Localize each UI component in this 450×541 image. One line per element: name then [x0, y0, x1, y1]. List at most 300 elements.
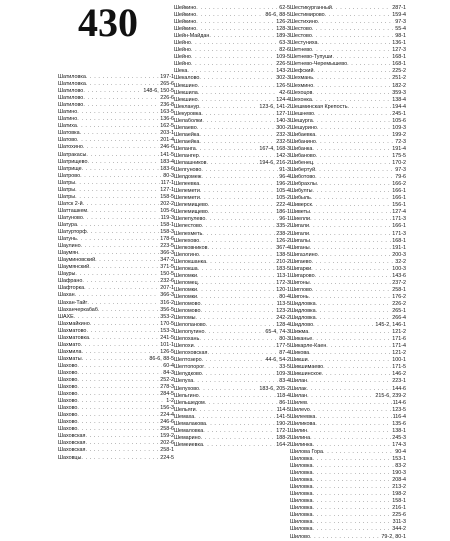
index-entry [58, 180, 174, 187]
entry-reference: 170-2 [392, 160, 406, 167]
entry-name: Шелоховская [174, 350, 208, 357]
entry-reference: 121-2 [392, 329, 406, 336]
index-entry [58, 307, 174, 314]
index-entry [58, 152, 174, 159]
entry-name: Шейно [174, 47, 191, 54]
index-entry [290, 231, 406, 238]
index-entry [58, 384, 174, 391]
entry-reference: 242-2 [276, 315, 290, 322]
entry-name: Шиветы [290, 209, 310, 216]
entry-name: Шестово [290, 26, 312, 33]
dot-leader [307, 428, 391, 435]
entry-name: Шиловка [290, 463, 313, 470]
entry-reference: 86-1 [279, 399, 290, 406]
entry-reference: 258-1 [160, 447, 174, 454]
dot-leader [83, 215, 160, 222]
entry-name: Шигали [290, 230, 309, 237]
index-entry [290, 491, 406, 498]
index-entry [174, 209, 290, 216]
entry-reference: 189-3 [276, 33, 290, 40]
entry-reference: 55-4 [395, 26, 406, 33]
index-entry [58, 447, 174, 454]
entry-name: Шеломово [174, 300, 201, 307]
dot-leader [81, 243, 160, 250]
entry-name: Шилак [290, 385, 307, 392]
entry-name: Шахово [58, 405, 78, 412]
entry-reference: 33-5 [279, 364, 290, 371]
dot-leader [316, 139, 394, 146]
index-entry [58, 208, 174, 215]
entry-reference: 168-1 [392, 237, 406, 244]
entry-reference: 258-1 [392, 286, 406, 293]
dot-leader [199, 132, 275, 139]
entry-name: Шельшедом [174, 399, 205, 406]
entry-name: Шелемети [174, 195, 200, 202]
dot-leader [313, 477, 392, 484]
index-entry [290, 336, 406, 343]
dot-leader [85, 447, 159, 454]
entry-reference: 96-1 [279, 216, 290, 223]
dot-leader [77, 419, 159, 426]
dot-leader [310, 245, 392, 252]
index-entry [290, 223, 406, 230]
dot-leader [98, 307, 159, 314]
entry-name: Шелопугино [174, 329, 205, 336]
entry-name: Шешнево [290, 110, 315, 117]
entry-name: Шелопаново [174, 322, 206, 329]
entry-reference: 166-1 [392, 223, 406, 230]
entry-name: Шатунь [58, 236, 77, 243]
entry-reference: 194-6, 216-2 [259, 160, 290, 167]
entry-reference: 190-2 [276, 420, 290, 427]
entry-reference: 128-4 [276, 322, 290, 329]
entry-reference: 96-4 [279, 174, 290, 181]
entry-name: Шилова Гора [290, 448, 324, 455]
entry-reference: 265-1 [392, 308, 406, 315]
entry-reference: 177-5 [276, 343, 290, 350]
entry-reference: 156-1 [392, 202, 406, 209]
index-entry [58, 419, 174, 426]
entry-reference: 101-1 [160, 341, 174, 348]
entry-reference: 86-6, 88-5 [265, 12, 290, 19]
dot-leader [312, 146, 391, 153]
index-entry [290, 519, 406, 526]
entry-reference: 371-5 [160, 264, 174, 271]
entry-name: Шелуха [174, 378, 194, 385]
entry-reference: 232-3 [276, 131, 290, 138]
dot-leader [82, 278, 159, 285]
entry-name: Шиканье [290, 336, 313, 343]
dot-leader [191, 47, 278, 54]
entry-name: Шиловка [290, 477, 313, 484]
entry-name: Шибаевка [290, 131, 316, 138]
entry-reference: 186-1 [276, 209, 290, 216]
index-entry [174, 308, 290, 315]
dot-leader [317, 181, 391, 188]
entry-reference: 344-2 [392, 526, 406, 533]
dot-leader [83, 95, 159, 102]
index-entry [290, 259, 406, 266]
index-entry [58, 391, 174, 398]
entry-reference: 80-3 [279, 336, 290, 343]
entry-name: Шатрище [58, 165, 82, 172]
entry-name: Шейкино [174, 12, 197, 19]
dot-leader [207, 245, 275, 252]
index-entry [290, 202, 406, 209]
entry-reference: 98-1 [395, 33, 406, 40]
index-entry [58, 405, 174, 412]
entry-name: Шейно [174, 61, 191, 68]
dot-leader [196, 5, 278, 12]
dot-leader [83, 144, 159, 151]
entry-name: Шеломово [174, 308, 201, 315]
entry-name: Шатск 2-й [58, 200, 83, 207]
dot-leader [205, 400, 278, 407]
entry-name: Шетнево-Тупуши [290, 54, 333, 61]
dot-leader [77, 377, 159, 384]
dot-leader [312, 33, 394, 40]
index-entry [174, 167, 290, 174]
entry-name: Шахан [58, 292, 75, 299]
index-entry [290, 534, 406, 541]
dot-leader [318, 252, 392, 259]
dot-leader [309, 231, 391, 238]
index-entry [290, 19, 406, 26]
dot-leader [191, 40, 278, 47]
index-entry [58, 95, 174, 102]
dot-leader [95, 257, 159, 264]
index-entry [290, 252, 406, 259]
entry-name: Шибенец [290, 160, 314, 167]
index-entry [290, 33, 406, 40]
entry-name: Шигоны [290, 279, 310, 286]
entry-reference: 175-5 [392, 152, 406, 159]
index-entry [174, 12, 290, 19]
entry-name: Шелаболки [174, 117, 203, 124]
dot-leader [313, 463, 395, 470]
dot-leader [307, 393, 374, 400]
dot-leader [85, 440, 159, 447]
entry-reference: 79-2, 80-1 [381, 533, 406, 540]
index-entry [290, 153, 406, 160]
entry-name: Шатиловка [58, 74, 86, 80]
entry-reference: 171-5 [392, 364, 406, 371]
dot-leader [197, 125, 276, 132]
entry-name: Шахматы [58, 355, 82, 362]
dot-leader [316, 315, 392, 322]
index-entry [290, 371, 406, 378]
entry-reference: 176-2 [392, 293, 406, 300]
index-entry [58, 440, 174, 447]
entry-reference: 197-1 [160, 74, 174, 80]
dot-leader [312, 202, 391, 209]
index-entry [290, 104, 406, 111]
dot-leader [82, 356, 149, 363]
entry-name: Шелогино [174, 251, 199, 258]
index-entry [290, 357, 406, 364]
entry-name: Шахово [58, 362, 78, 369]
entry-reference: 245-3 [392, 434, 406, 441]
entry-name: Шахматово [58, 327, 87, 334]
dot-leader [308, 329, 391, 336]
dot-leader [75, 271, 159, 278]
index-entry [58, 137, 174, 144]
index-entry [174, 371, 290, 378]
entry-name: Шестово [290, 33, 312, 40]
entry-reference: 120-1 [276, 286, 290, 293]
index-entry [290, 350, 406, 357]
dot-leader [199, 238, 275, 245]
index-entry [290, 308, 406, 315]
index-entry [174, 336, 290, 343]
index-entry [290, 61, 406, 68]
dot-leader [80, 130, 160, 137]
entry-reference: 158-1 [160, 221, 174, 228]
dot-leader [317, 125, 391, 132]
entry-reference: 199-2 [392, 131, 406, 138]
entry-reference: 171-3 [392, 230, 406, 237]
entry-reference: 347-2 [160, 257, 174, 264]
dot-leader [197, 294, 278, 301]
dot-leader [315, 174, 394, 181]
entry-reference: 216-1 [392, 505, 406, 512]
index-entry [174, 125, 290, 132]
entry-name: Шеломец [174, 279, 198, 286]
entry-reference: 127-4 [392, 209, 406, 216]
index-entry [174, 259, 290, 266]
entry-name: Шигонь [290, 293, 309, 300]
index-entry [174, 322, 290, 329]
entry-reference: 140-3 [276, 117, 290, 124]
dot-leader [309, 223, 391, 230]
index-entry [58, 81, 174, 88]
entry-name: Шиловка [290, 470, 313, 477]
entry-reference: 170-5 [160, 320, 174, 327]
dot-leader [315, 167, 394, 174]
entry-name: Шибрахлы [290, 181, 317, 188]
dot-leader [206, 259, 275, 266]
index-entry [58, 349, 174, 356]
entry-reference: 138-5 [276, 251, 290, 258]
entry-reference: 226-6 [160, 95, 174, 102]
entry-name: Шибанино [290, 138, 316, 145]
entry-name: Шигарки [290, 265, 312, 272]
index-entry [58, 236, 174, 243]
entry-reference: 105-6 [392, 117, 406, 124]
dot-leader [314, 111, 391, 118]
entry-reference: 128-3 [276, 26, 290, 33]
dot-leader [82, 349, 160, 356]
entry-reference: 113-1 [276, 272, 290, 279]
entry-reference: 300-2 [276, 124, 290, 131]
entry-name: Шатрово [58, 172, 81, 179]
entry-name: Шилев [290, 399, 307, 406]
entry-reference: 171-4 [392, 343, 406, 350]
entry-name: Шатташкем [58, 207, 88, 214]
entry-reference: 232-6 [160, 278, 174, 285]
entry-name: Шахан-Тайг [58, 299, 88, 306]
index-entry [58, 433, 174, 440]
index-entry [58, 257, 174, 264]
entry-name: Шахово [58, 384, 78, 391]
index-entry [290, 505, 406, 512]
index-entry [174, 252, 290, 259]
dot-leader [75, 187, 159, 194]
entry-name: Шигали [290, 223, 309, 230]
dot-leader [75, 292, 160, 299]
entry-reference: 178-6 [160, 236, 174, 243]
entry-name: Шиловка [290, 526, 313, 533]
entry-name: Шахово [58, 369, 78, 376]
index-entry [58, 116, 174, 123]
dot-leader [315, 132, 391, 139]
entry-name: Шемеиевка [174, 441, 203, 448]
index-entry [174, 61, 290, 68]
index-entry [290, 188, 406, 195]
entry-reference: 156-3 [160, 405, 174, 412]
index-entry [174, 435, 290, 442]
dot-leader [313, 484, 392, 491]
entry-name: Шекшино [174, 82, 198, 89]
dot-leader [209, 33, 275, 40]
entry-name: Шаховская [58, 433, 86, 440]
entry-name: Шилан [290, 378, 308, 385]
entry-reference: 144-6 [392, 385, 406, 392]
entry-name: Шейкино [174, 5, 197, 11]
entry-reference: 79-6 [395, 174, 406, 181]
entry-reference: 174-3 [392, 441, 406, 448]
entry-name: Шахово [58, 398, 78, 405]
dot-leader [83, 102, 159, 109]
dot-leader [199, 153, 275, 160]
dot-leader [313, 83, 391, 90]
dot-leader [208, 209, 275, 216]
index-entry [174, 153, 290, 160]
dot-leader [310, 280, 392, 287]
entry-name: Шибулгы [290, 188, 313, 195]
index-entry [290, 421, 406, 428]
entry-reference: 237-2 [392, 279, 406, 286]
entry-name: Шелтопорог [174, 364, 205, 371]
entry-name: Шахмайкино [58, 320, 90, 327]
index-entry [290, 167, 406, 174]
index-entry [174, 364, 290, 371]
entry-name: Шатры [58, 186, 76, 193]
dot-leader [198, 83, 276, 90]
entry-reference: 143-6 [392, 272, 406, 279]
dot-leader [200, 308, 275, 315]
entry-name: Шемалакова [174, 420, 207, 427]
index-entry [58, 102, 174, 109]
entry-reference: 82-6 [279, 47, 290, 54]
entry-reference: 246-6 [160, 144, 174, 151]
dot-leader [82, 166, 160, 173]
dot-leader [347, 61, 391, 68]
dot-leader [199, 75, 275, 82]
dot-leader [80, 173, 162, 180]
index-entry [174, 287, 290, 294]
entry-reference: 284-5 [160, 391, 174, 398]
entry-reference: 225-2 [392, 68, 406, 75]
entry-reference: 311-3 [392, 519, 406, 526]
entry-reference: 167-4, 168-3 [259, 145, 290, 152]
index-entry [290, 160, 406, 167]
entry-name: Шилан [290, 392, 308, 399]
entry-reference: 97-3 [395, 19, 406, 26]
index-entry [290, 428, 406, 435]
entry-reference: 265-6 [160, 81, 174, 88]
entry-reference: 191-4 [392, 145, 406, 152]
index-entry [58, 130, 174, 137]
index-entry [290, 456, 406, 463]
entry-reference: 213-2 [392, 484, 406, 491]
entry-name: Шелаево [174, 124, 197, 131]
dot-leader [307, 400, 392, 407]
entry-reference: 127-1 [276, 110, 290, 117]
index-entry [174, 357, 290, 364]
dot-leader [196, 315, 276, 322]
entry-reference: 183-4 [160, 158, 174, 165]
dot-leader [313, 322, 374, 329]
index-entry [174, 146, 290, 153]
entry-reference: 153-1 [392, 456, 406, 462]
index-entry [174, 294, 290, 301]
entry-reference: 83-2 [395, 463, 406, 470]
entry-reference: 278-3 [160, 384, 174, 391]
entry-reference: 302-3 [276, 75, 290, 82]
entry-name: Шефский [290, 68, 314, 75]
index-entry [174, 188, 290, 195]
entry-name: Шиглово [290, 286, 312, 293]
index-entry [174, 90, 290, 97]
dot-leader [77, 391, 159, 398]
index-entry [174, 118, 290, 125]
dot-leader [191, 54, 275, 61]
entry-reference: 226-5 [276, 61, 290, 68]
dot-leader [332, 5, 391, 12]
dot-leader [199, 139, 275, 146]
index-entry [290, 75, 406, 82]
dot-leader [310, 216, 391, 223]
entry-reference: 171-3 [392, 216, 406, 223]
entry-name: Шилово [290, 533, 310, 540]
entry-reference: 117-1 [160, 179, 174, 186]
entry-reference: 194-4 [392, 103, 406, 110]
index-entry [174, 231, 290, 238]
index-entry [290, 449, 406, 456]
entry-reference: 164-2 [276, 441, 290, 448]
entry-name: Шелохань [174, 336, 200, 343]
entry-reference: 226-2 [392, 300, 406, 307]
entry-name: Шелепулево [174, 216, 206, 223]
dot-leader [198, 97, 276, 104]
entry-reference: 91-3 [279, 167, 290, 174]
entry-reference: 62-5 [279, 5, 290, 11]
entry-reference: 223-5 [160, 243, 174, 250]
dot-leader [89, 264, 159, 271]
entry-reference: 168-1 [392, 54, 406, 61]
dot-leader [310, 435, 391, 442]
entry-name: Шелемищево [174, 209, 208, 216]
index-entry [290, 139, 406, 146]
entry-name: Шахматовка [58, 334, 89, 341]
dot-leader [208, 202, 275, 209]
entry-reference: 198-2 [392, 491, 406, 498]
dot-leader [326, 343, 391, 350]
entry-reference: 123-2 [276, 308, 290, 315]
dot-leader [200, 188, 275, 195]
entry-name: Шекшино [174, 96, 198, 103]
